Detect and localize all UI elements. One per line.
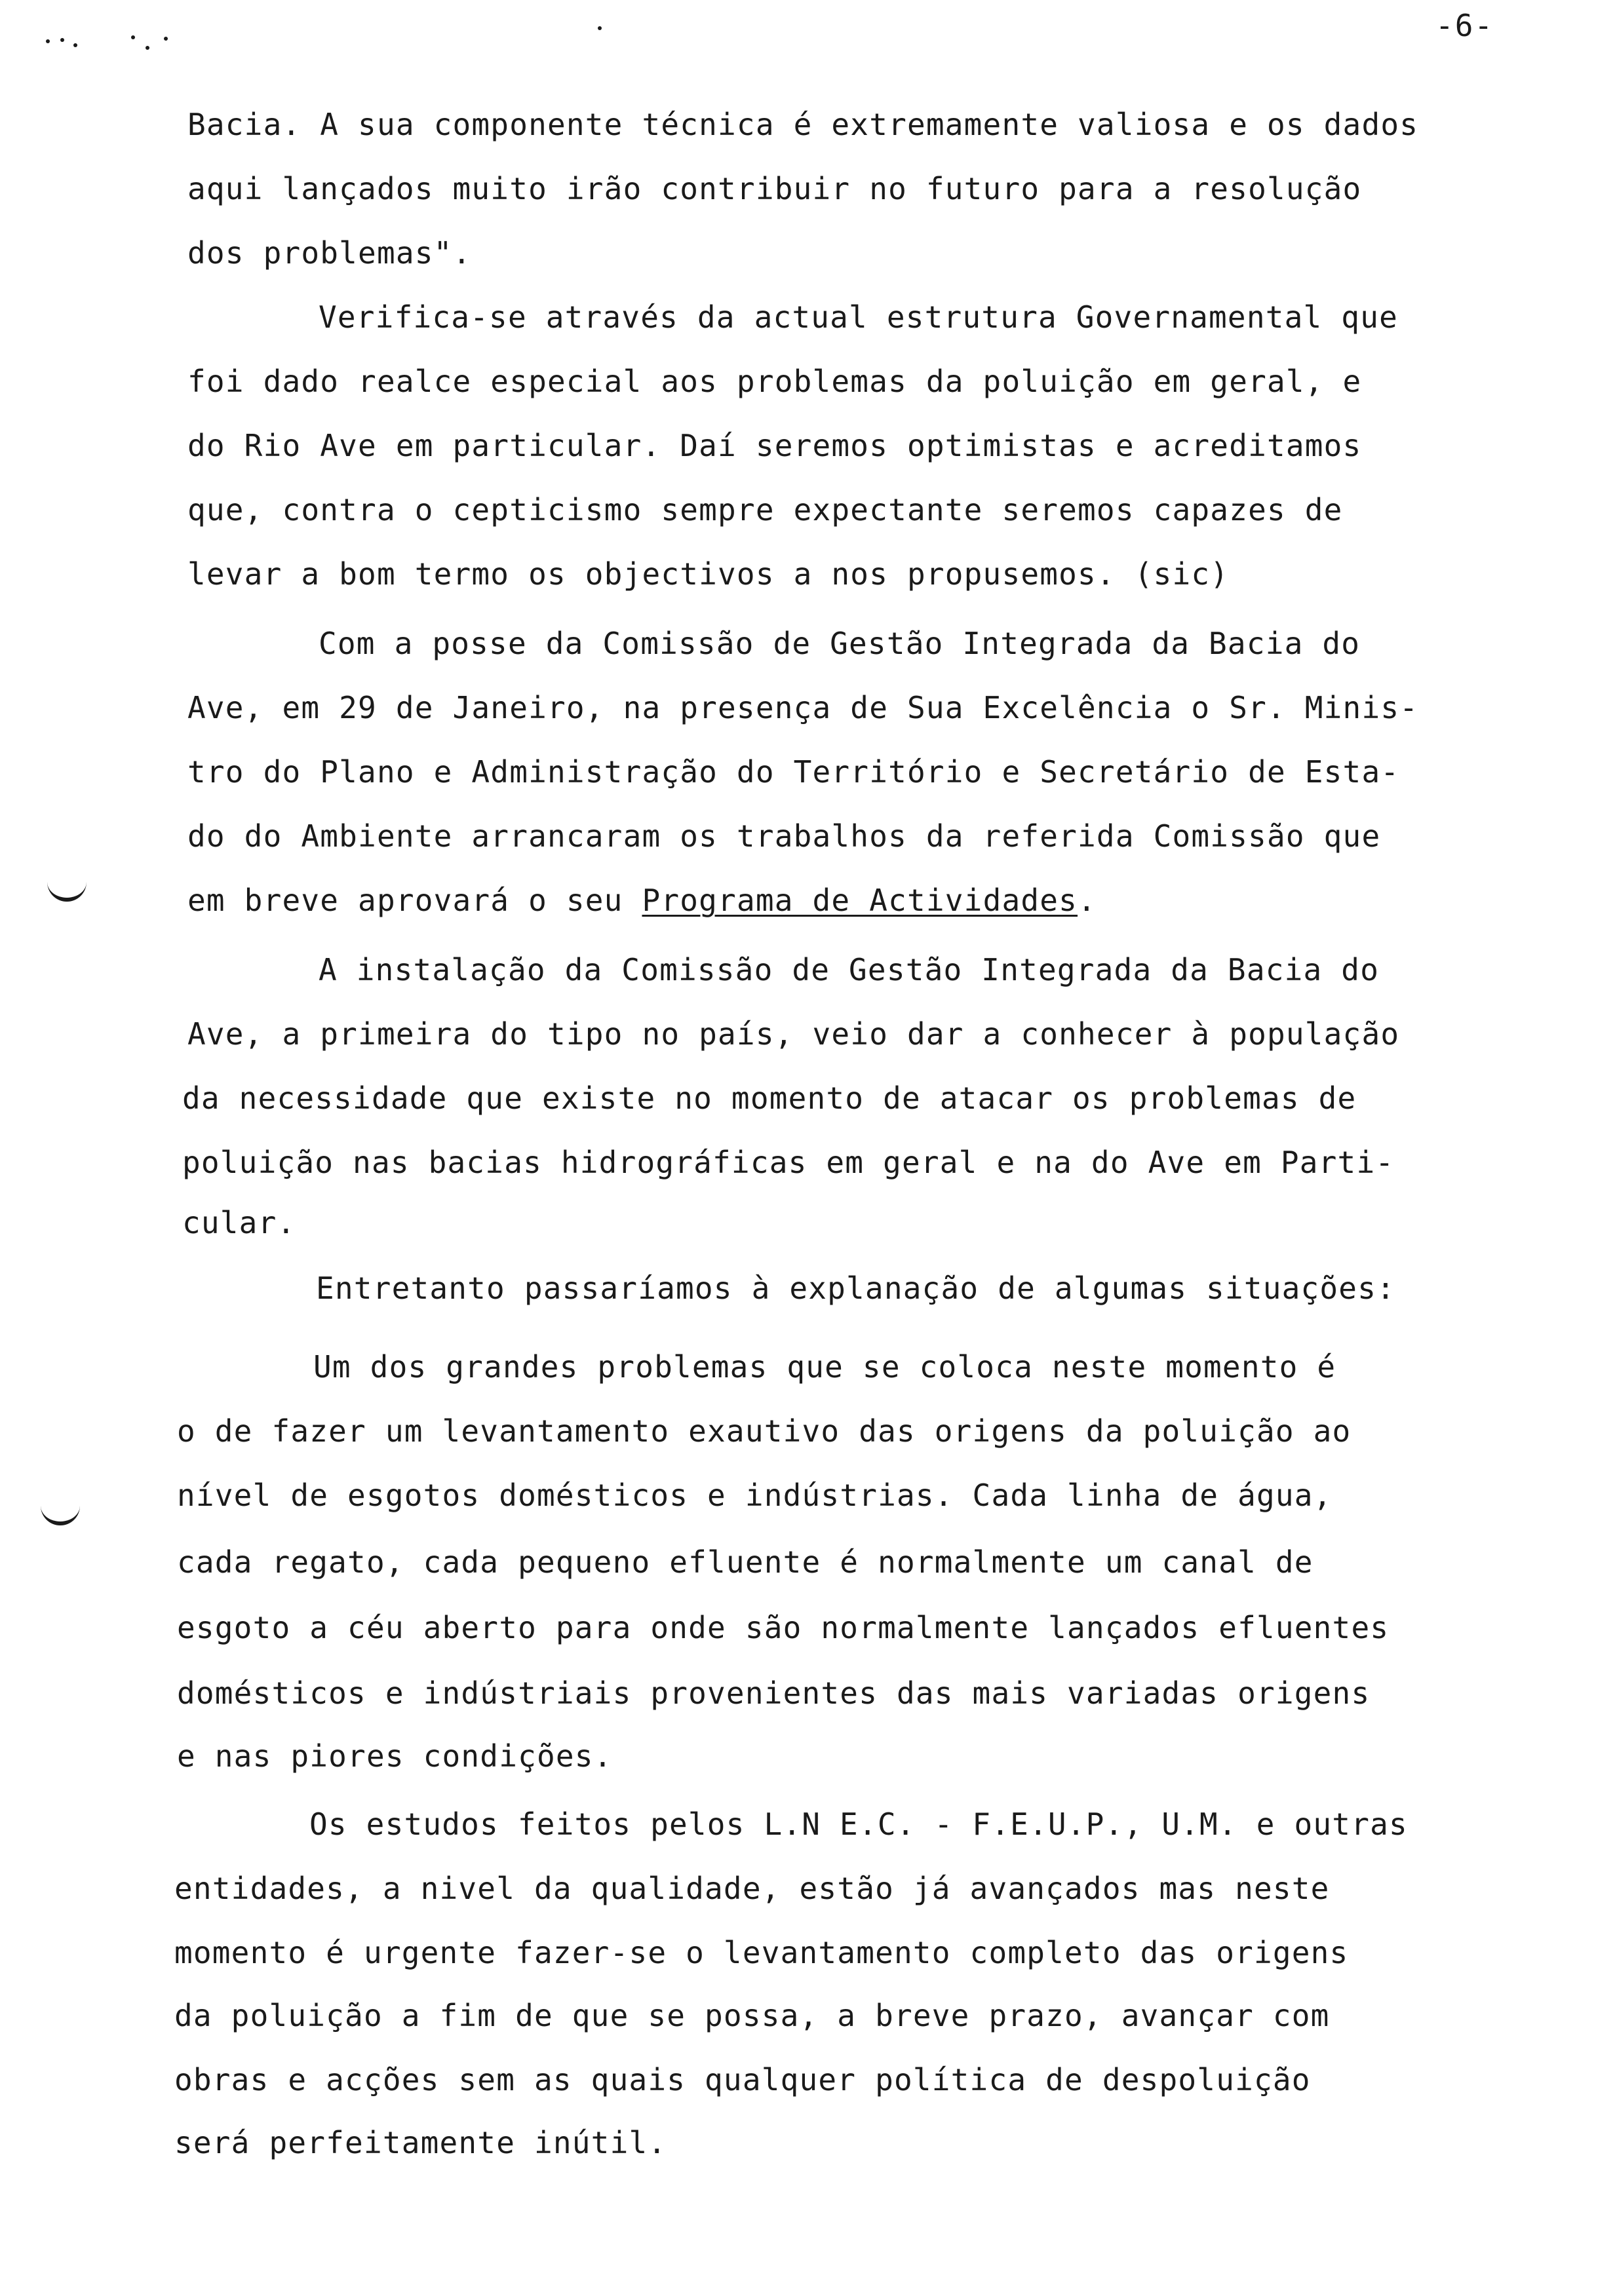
text-line: Um dos grandes problemas que se coloca neste momento é <box>313 1349 1336 1385</box>
text-line: entidades, a nivel da qualidade, estão já avançados mas neste <box>174 1871 1330 1906</box>
text-line: Entretanto passaríamos à explanação de algumas situações: <box>316 1271 1395 1306</box>
text-line: dos problemas". <box>187 235 472 271</box>
text-line: levar a bom termo os objectivos a nos propusemos. (sic) <box>187 556 1230 592</box>
text-line: aqui lançados muito irão contribuir no futuro para a resolução <box>187 171 1362 206</box>
scan-speck <box>164 37 168 41</box>
text-line: Com a posse da Comissão de Gestão Integrada da Bacia do <box>319 626 1361 661</box>
text-line-end: . <box>1078 883 1097 918</box>
text-line: nível de esgotos domésticos e indústrias. Cada linha de água, <box>177 1478 1333 1513</box>
scan-speck <box>146 46 149 50</box>
scan-speck <box>131 35 135 39</box>
text-line: do Rio Ave em particular. Daí seremos optimistas e acreditamos <box>187 428 1362 463</box>
page-number: -6- <box>1435 8 1494 43</box>
text-line: cular. <box>182 1205 296 1240</box>
text-line: Verifica-se através da actual estrutura Governamental que <box>319 299 1398 335</box>
text-line: domésticos e indústriais provenientes das mais variadas origens <box>177 1675 1371 1711</box>
text-line: o de fazer um levantamento exautivo das origens da poluição ao <box>177 1413 1352 1449</box>
scan-speck <box>73 43 77 47</box>
text-line: momento é urgente fazer-se o levantamento completo das origens <box>174 1935 1349 1970</box>
text-line: obras e acções sem as quais qualquer política de despoluição <box>174 2062 1311 2097</box>
scan-speck <box>598 26 602 30</box>
text-line: e nas piores condições. <box>177 1738 613 1774</box>
text-line-start: em breve aprovará o seu <box>187 883 642 918</box>
text-line: que, contra o cepticismo sempre expectante seremos capazes de <box>187 492 1343 527</box>
text-line: poluição nas bacias hidrográficas em geral e na do Ave em Parti- <box>182 1145 1395 1180</box>
text-line: foi dado realce especial aos problemas da poluição em geral, e <box>187 364 1362 399</box>
programa-de-actividades-underlined: Programa de Actividades <box>642 883 1078 918</box>
text-line: tro do Plano e Administração do Território e Secretário de Esta- <box>187 754 1400 790</box>
text-line <box>187 882 1097 919</box>
text-line: será perfeitamente inútil. <box>174 2125 667 2160</box>
text-line: Ave, em 29 de Janeiro, na presença de Sua Excelência o Sr. Minis- <box>187 690 1419 725</box>
margin-check-mark <box>41 1502 80 1525</box>
text-line: Os estudos feitos pelos L.N E.C. - F.E.U.P., U.M. e outras <box>309 1807 1408 1842</box>
scan-speck <box>46 39 50 43</box>
text-line: A instalação da Comissão de Gestão Integrada da Bacia do <box>319 952 1380 987</box>
text-line: cada regato, cada pequeno efluente é normalmente um canal de <box>177 1544 1313 1580</box>
text-line: da necessidade que existe no momento de atacar os problemas de <box>182 1081 1357 1116</box>
scan-speck <box>60 38 64 42</box>
text-line: esgoto a céu aberto para onde são normalmente lançados efluentes <box>177 1610 1390 1645</box>
text-line: da poluição a fim de que se possa, a breve prazo, avançar com <box>174 1998 1330 2033</box>
margin-check-mark <box>47 878 87 902</box>
text-line: Bacia. A sua componente técnica é extremamente valiosa e os dados <box>187 107 1419 142</box>
text-line: do do Ambiente arrancaram os trabalhos da referida Comissão que <box>187 818 1381 854</box>
text-line: Ave, a primeira do tipo no país, veio dar a conhecer à população <box>187 1016 1400 1052</box>
